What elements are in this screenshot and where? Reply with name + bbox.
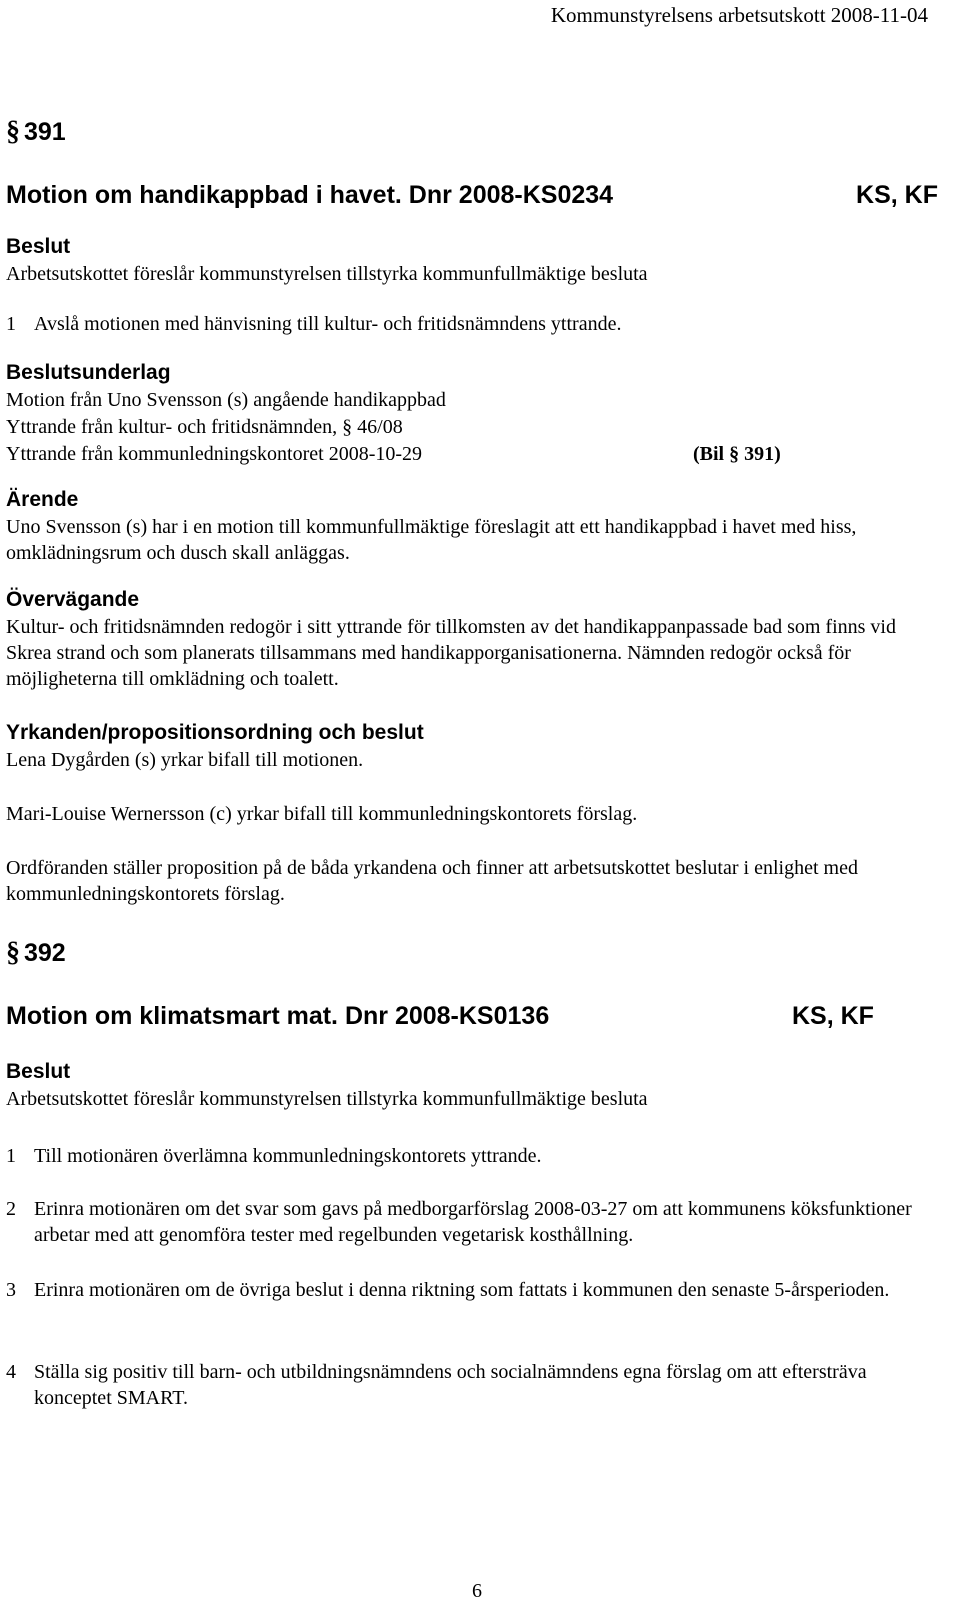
recipients: KS, KF xyxy=(792,1002,874,1030)
item-title: Motion om handikappbad i havet. Dnr 2008-KS0234 xyxy=(6,181,614,209)
beslut-intro: Arbetsutskottet föreslår kommunstyrelsen tillstyrka kommunfullmäktige besluta xyxy=(6,1088,648,1110)
section-sign: § xyxy=(729,443,740,465)
underlag-line: Yttrande från kommunledningskontoret 2008-10-29 xyxy=(6,443,423,465)
overvagande-heading: Övervägande xyxy=(6,588,140,611)
arende-text: Uno Svensson (s) har i en motion till kommunfullmäktige föreslagit att ett handikappbad i havet med hiss, omklädningsrum och dusch skall anläggas. xyxy=(6,516,857,564)
underlag-text: 46/08 xyxy=(357,416,403,438)
beslut-heading: Beslut xyxy=(6,1060,71,1083)
section-sign: § xyxy=(6,116,20,147)
beslut-intro: Arbetsutskottet föreslår kommunstyrelsen tillstyrka kommunfullmäktige besluta xyxy=(6,263,648,285)
paragraph-number: 392 xyxy=(24,939,66,967)
paragraph-number: 391 xyxy=(24,118,66,146)
page-number: 6 xyxy=(472,1580,482,1602)
yrkanden-heading: Yrkanden/propositionsordning och beslut xyxy=(6,721,424,744)
paragraph-heading-392 xyxy=(6,939,66,968)
attachment-number: 391) xyxy=(744,443,781,465)
attachment-label: (Bil xyxy=(693,443,725,465)
overvagande-text: Kultur- och fritidsnämnden redogör i sitt yttrande för tillkomsten av det handikappanpassade bad som finns vid Skrea strand och som planerats tillsammans med handikapporganisationerna. Nämnden redogör också för möjligheterna till omklädning och toalett. xyxy=(6,616,896,690)
decision-text: Erinra motionären om de övriga beslut i denna riktning som fattats i kommunen den senaste 5-årsperioden. xyxy=(34,1279,890,1301)
beslut-heading: Beslut xyxy=(6,235,71,258)
decision-number: 1 xyxy=(6,313,16,335)
yrkande: Mari-Louise Wernersson (c) yrkar bifall till kommunledningskontorets förslag. xyxy=(6,803,638,825)
section-sign: § xyxy=(6,937,20,968)
item-title: Motion om klimatsmart mat. Dnr 2008-KS0136 xyxy=(6,1002,550,1030)
decision-text: Erinra motionären om det svar som gavs på medborgarförslag 2008-03-27 om att kommunens köksfunktioner arbetar med att genomföra tester med regelbunden vegetarisk kosthållning. xyxy=(34,1198,912,1246)
arende-heading: Ärende xyxy=(6,488,79,511)
decision-number: 3 xyxy=(6,1279,16,1301)
section-sign: § xyxy=(342,416,353,438)
paragraph-heading-391 xyxy=(6,118,66,147)
attachment-reference xyxy=(693,441,781,467)
underlag-line: Motion från Uno Svensson (s) angående handikappbad xyxy=(6,389,446,411)
proposition-text: Ordföranden ställer proposition på de båda yrkandena och finner att arbetsutskottet beslutar i enlighet med kommunledningskontorets förslag. xyxy=(6,857,858,905)
decision-text: Till motionären överlämna kommunledningskontorets yttrande. xyxy=(34,1145,542,1167)
decision-text: Ställa sig positiv till barn- och utbildningsnämndens och socialnämndens egna förslag om att eftersträva konceptet SMART. xyxy=(34,1361,867,1409)
decision-number: 4 xyxy=(6,1361,16,1383)
recipients: KS, KF xyxy=(856,181,938,209)
yrkande: Lena Dygården (s) yrkar bifall till motionen. xyxy=(6,749,364,771)
underlag-text: Yttrande från kultur- och fritidsnämnden, xyxy=(6,416,338,438)
running-header: Kommunstyrelsens arbetsutskott 2008-11-04 xyxy=(550,3,928,27)
beslutsunderlag-heading: Beslutsunderlag xyxy=(6,361,171,384)
decision-text: Avslå motionen med hänvisning till kultur- och fritidsnämndens yttrande. xyxy=(34,313,622,335)
decision-number: 2 xyxy=(6,1198,16,1220)
underlag-line xyxy=(6,414,403,440)
decision-number: 1 xyxy=(6,1145,16,1167)
